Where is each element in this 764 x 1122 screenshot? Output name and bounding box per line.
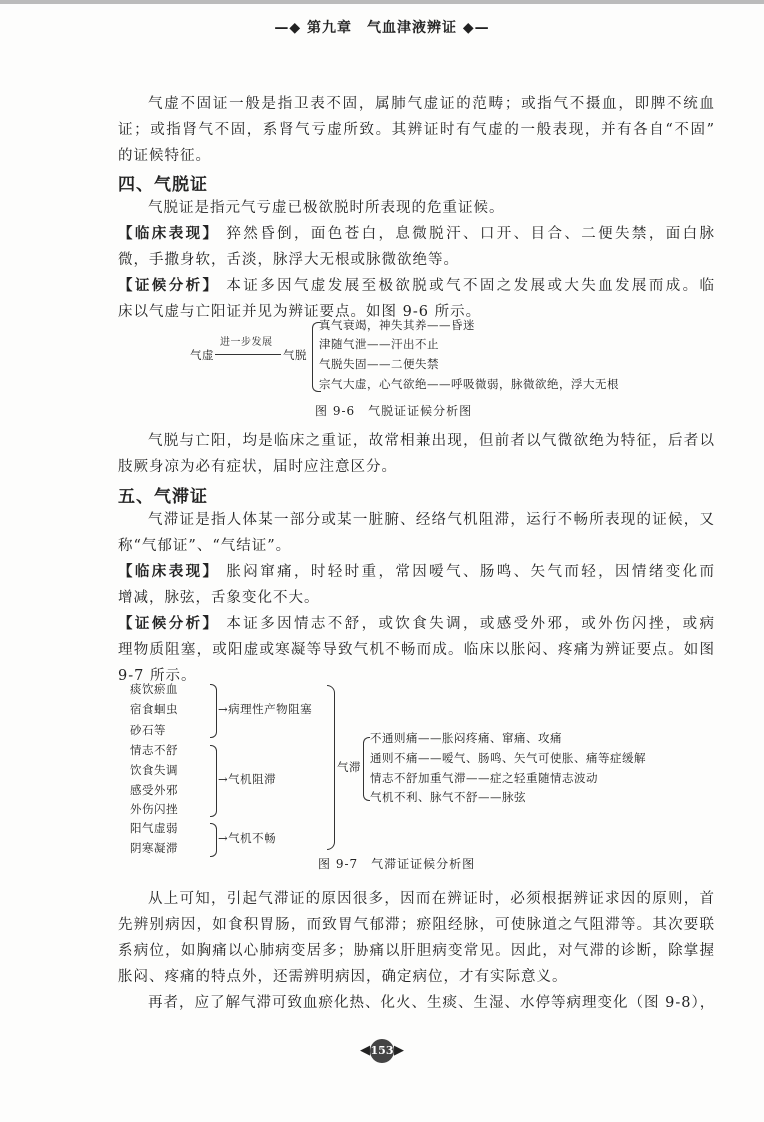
diagram-item: 津随气泄——汗出不止	[319, 337, 439, 351]
text-line: 气脱证是指元气亏虚已极欲脱时所表现的危重证候。	[148, 200, 505, 216]
diagram-node: 气滞	[337, 760, 361, 774]
group-label: →气机阻滞	[218, 772, 277, 786]
chapter-title: 第九章 气血津液辨证	[307, 20, 457, 36]
cause-item: 感受外邪	[130, 783, 178, 797]
figure-caption: 图 9-6 气脱证证候分析图	[315, 404, 473, 418]
diagram-node: 气虚	[190, 348, 214, 362]
section-heading: 五、气滞证	[118, 487, 208, 507]
brace	[363, 737, 370, 801]
brace	[327, 685, 335, 850]
label: 【临床表现】	[118, 564, 220, 580]
text: 本证多因情志不舒，或饮食失调，或感受外邪，或外伤闪挫，或病	[226, 616, 716, 632]
text-line: 增减，脉弦，舌象变化不大。	[118, 590, 320, 606]
text-line: 先辨别病因，如食积胃肠，而致胃气郁滞；瘀阻经脉，可使脉道之气阻滞等。其次要联	[118, 917, 715, 933]
cause-item: 情志不舒	[130, 743, 178, 757]
label: 【证候分析】	[118, 278, 220, 294]
running-header: —◆ 第九章 气血津液辨证 ◆—	[274, 20, 490, 36]
diagram-item: 不通则痛——胀闷疼痛、窜痛、攻痛	[370, 731, 562, 745]
text-line: 称“气郁证”、“气结证”。	[118, 538, 292, 554]
cause-item: 外伤闪挫	[130, 802, 178, 816]
cause-item: 饮食失调	[130, 763, 178, 777]
diagram-item: 气脱失固——二便失禁	[319, 357, 439, 371]
page-number-text: 153	[370, 1039, 394, 1063]
text-line: 气滞证是指人体某一部分或某一脏腑、经络气机阻滞，运行不畅所表现的证候，又	[148, 512, 715, 528]
arrow-label: 进一步发展	[220, 337, 273, 348]
arrow-line	[215, 354, 281, 355]
diagram-node: 气脱	[283, 348, 307, 362]
diagram-item: 通则不痛——嗳气、肠鸣、矢气可使胀、痛等症缓解	[370, 751, 646, 765]
brace	[210, 745, 217, 817]
text-line: 理物质阻塞，或阳虚或寒凝等导致气机不畅而成。临床以胀闷、疼痛为辨证要点。如图	[118, 642, 715, 658]
scan-edge	[0, 0, 764, 4]
diagram-item: 气机不利、脉气不舒——脉弦	[370, 790, 526, 804]
text: 胀闷窜痛，时轻时重，常因嗳气、肠鸣、矢气而轻，因情绪变化而	[226, 564, 716, 580]
group-label: →气机不畅	[218, 831, 277, 845]
diagram-item: 真气衰竭，神失其养——昏迷	[319, 318, 475, 332]
brace	[210, 684, 217, 738]
text-line: 床以气虚与亡阳证并见为辨证要点。如图 9-6 所示。	[118, 304, 482, 320]
text: 本证多因气虚发展至极欲脱或气不固之发展或大失血发展而成。临	[226, 278, 716, 294]
label: 【证候分析】	[118, 616, 220, 632]
diagram-item: 宗气大虚，心气欲绝——呼吸微弱，脉微欲绝，浮大无根	[319, 377, 619, 391]
text-line	[118, 562, 715, 582]
text: 猝然昏倒，面色苍白，息微脱汗、口开、目合、二便失禁，面白脉	[226, 226, 716, 242]
text-line: 气虚不固证一般是指卫表不固，属肺气虚证的范畴；或指气不摄血，即脾不统血	[148, 96, 715, 112]
text-line: 的证候特征。	[118, 148, 211, 164]
text-line: 肢厥身凉为必有症状，届时应注意区分。	[118, 459, 397, 475]
text-line: 气脱与亡阳，均是临床之重证，故常相兼出现，但前者以气微欲绝为特征，后者以	[148, 433, 715, 449]
text-line	[118, 224, 715, 244]
group-label: →病理性产物阻塞	[218, 702, 313, 716]
text-line: 从上可知，引起气滞证的原因很多，因而在辨证时，必须根据辨证求因的原则，首	[148, 891, 715, 907]
cause-item: 痰饮瘀血	[130, 682, 178, 696]
cause-item: 阳气虚弱	[130, 821, 178, 835]
text-line: 系病位，如胸痛以心肺病变居多；胁痛以肝胆病变常见。因此，对气滞的诊断，除掌握	[118, 943, 715, 959]
text-line: 微，手撒身软，舌淡，脉浮大无根或脉微欲绝等。	[118, 252, 459, 268]
text-line: 再者，应了解气滞可致血瘀化热、化火、生痰、生湿、水停等病理变化（图 9-8），	[148, 995, 716, 1011]
cause-item: 阴寒凝滞	[130, 841, 178, 855]
section-heading: 四、气脱证	[118, 175, 208, 195]
cause-item: 宿食蛔虫	[130, 702, 178, 716]
text-line	[118, 614, 715, 634]
label: 【临床表现】	[118, 226, 220, 242]
cause-item: 砂石等	[130, 723, 166, 737]
text-line: 证；或指肾气不固，系肾气亏虚所致。其辨证时有气虚的一般表现，并有各自“不固”	[118, 122, 715, 138]
diagram-item: 情志不舒加重气滞——症之轻重随情志波动	[370, 771, 598, 785]
figure-caption: 图 9-7 气滞证证候分析图	[318, 857, 476, 871]
text-line	[118, 276, 715, 296]
text-line: 9-7 所示。	[118, 668, 197, 684]
brace	[210, 823, 217, 857]
text-line: 胀闷、疼痛的特点外，还需辨明病因，确定病位，才有实际意义。	[118, 969, 568, 985]
page-number: ◀153▶	[354, 1038, 410, 1064]
